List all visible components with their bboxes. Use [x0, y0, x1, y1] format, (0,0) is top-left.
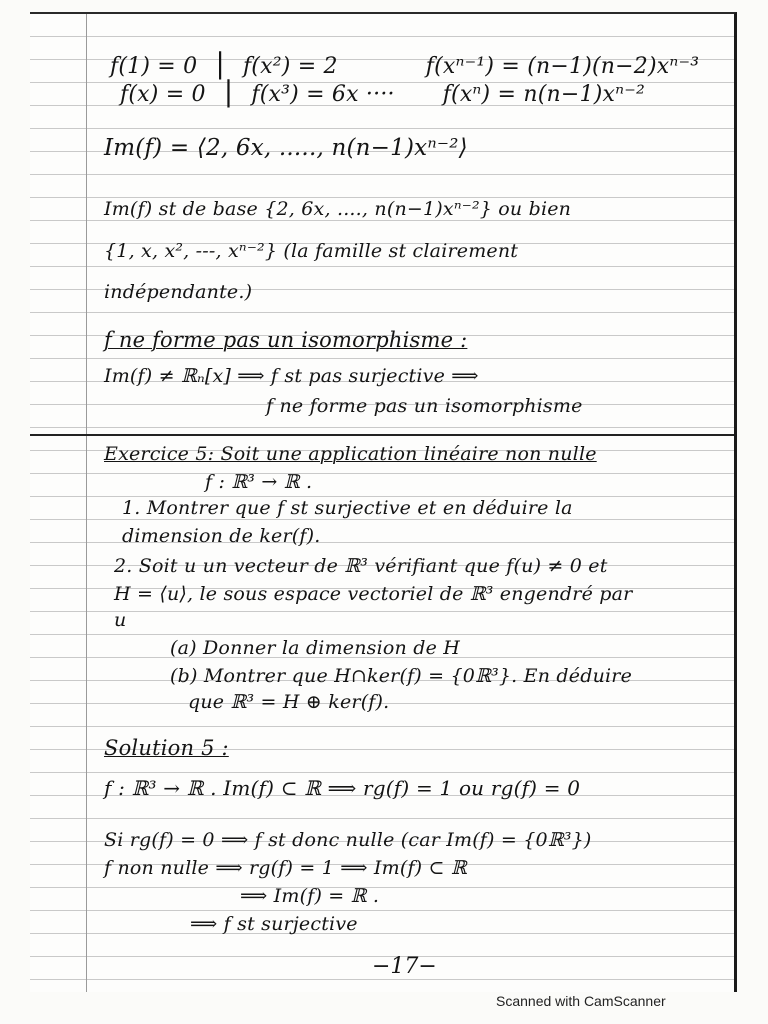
eq-fx3: f(x³) = 6x ···· [251, 82, 395, 107]
eq-fxn: f(xⁿ) = n(n−1)xⁿ⁻² [442, 82, 646, 107]
image-basis-line: Im(f) st de base {2, 6x, ...., n(n−1)xⁿ⁻²} ou bien [104, 198, 572, 220]
page-number: −17− [372, 954, 437, 979]
eq-row-2 [120, 75, 646, 108]
map-def: f : ℝ³ → ℝ . [205, 471, 313, 493]
eq-row-1 [110, 47, 700, 80]
separator-bar-2: | [223, 75, 234, 108]
image-span: Im(f) = ⟨2, 6x, ....., n(n−1)xⁿ⁻²⟩ [104, 135, 468, 161]
alt-basis-line: {1, x, x², ---, xⁿ⁻²} (la famille st clairement [104, 240, 519, 262]
eq-fxn-1: f(xⁿ⁻¹) = (n−1)(n−2)xⁿ⁻³ [425, 54, 700, 79]
section-divider [30, 434, 734, 436]
question-1: 1. Montrer que f st surjective et en déduire la [122, 497, 573, 519]
question-2b-cont: que ℝ³ = H ⊕ ker(f). [188, 691, 390, 713]
independence-note: indépendante.) [104, 281, 253, 303]
eq-f1: f(1) = 0 [110, 54, 198, 79]
solution-line-2: Si rg(f) = 0 ⟹ f st donc nulle (car Im(f) = {0ℝ³}) [104, 829, 592, 851]
iso-conclusion: f ne forme pas un isomorphisme [266, 395, 583, 417]
question-2-cont: H = ⟨u⟩, le sous espace vectoriel de ℝ³ engendré par [114, 583, 633, 605]
scanner-watermark: Scanned with CamScanner [496, 993, 666, 1009]
exercise-title [104, 442, 597, 466]
exercise-statement: Exercice 5: Soit une application linéaire non nulle [104, 443, 597, 465]
solution-line-5: ⟹ f st surjective [190, 913, 358, 935]
separator-bar: | [215, 47, 225, 80]
question-2b: (b) Montrer que H∩ker(f) = {0ℝ³}. En déduire [170, 665, 633, 687]
notebook-page [30, 12, 737, 992]
question-2a: (a) Donner la dimension de H [170, 637, 461, 659]
solution-heading: Solution 5 : [104, 736, 229, 760]
iso-heading: f ne forme pas un isomorphisme : [104, 328, 468, 352]
eq-fx: f(x) = 0 [120, 82, 206, 107]
solution-line-1: f : ℝ³ → ℝ . Im(f) ⊂ ℝ ⟹ rg(f) = 1 ou rg(f) = 0 [104, 776, 581, 800]
margin-line [86, 14, 87, 992]
question-1-cont: dimension de ker(f). [122, 525, 321, 547]
question-2: 2. Soit u un vecteur de ℝ³ vérifiant que f(u) ≠ 0 et [114, 555, 608, 577]
surjectivity-line: Im(f) ≠ ℝₙ[x] ⟹ f st pas surjective ⟹ [104, 365, 479, 387]
eq-fx2: f(x²) = 2 [242, 54, 338, 79]
question-2-u: u [114, 609, 127, 631]
solution-line-4: ⟹ Im(f) = ℝ . [240, 885, 380, 907]
solution-line-3: f non nulle ⟹ rg(f) = 1 ⟹ Im(f) ⊂ ℝ [104, 857, 467, 879]
